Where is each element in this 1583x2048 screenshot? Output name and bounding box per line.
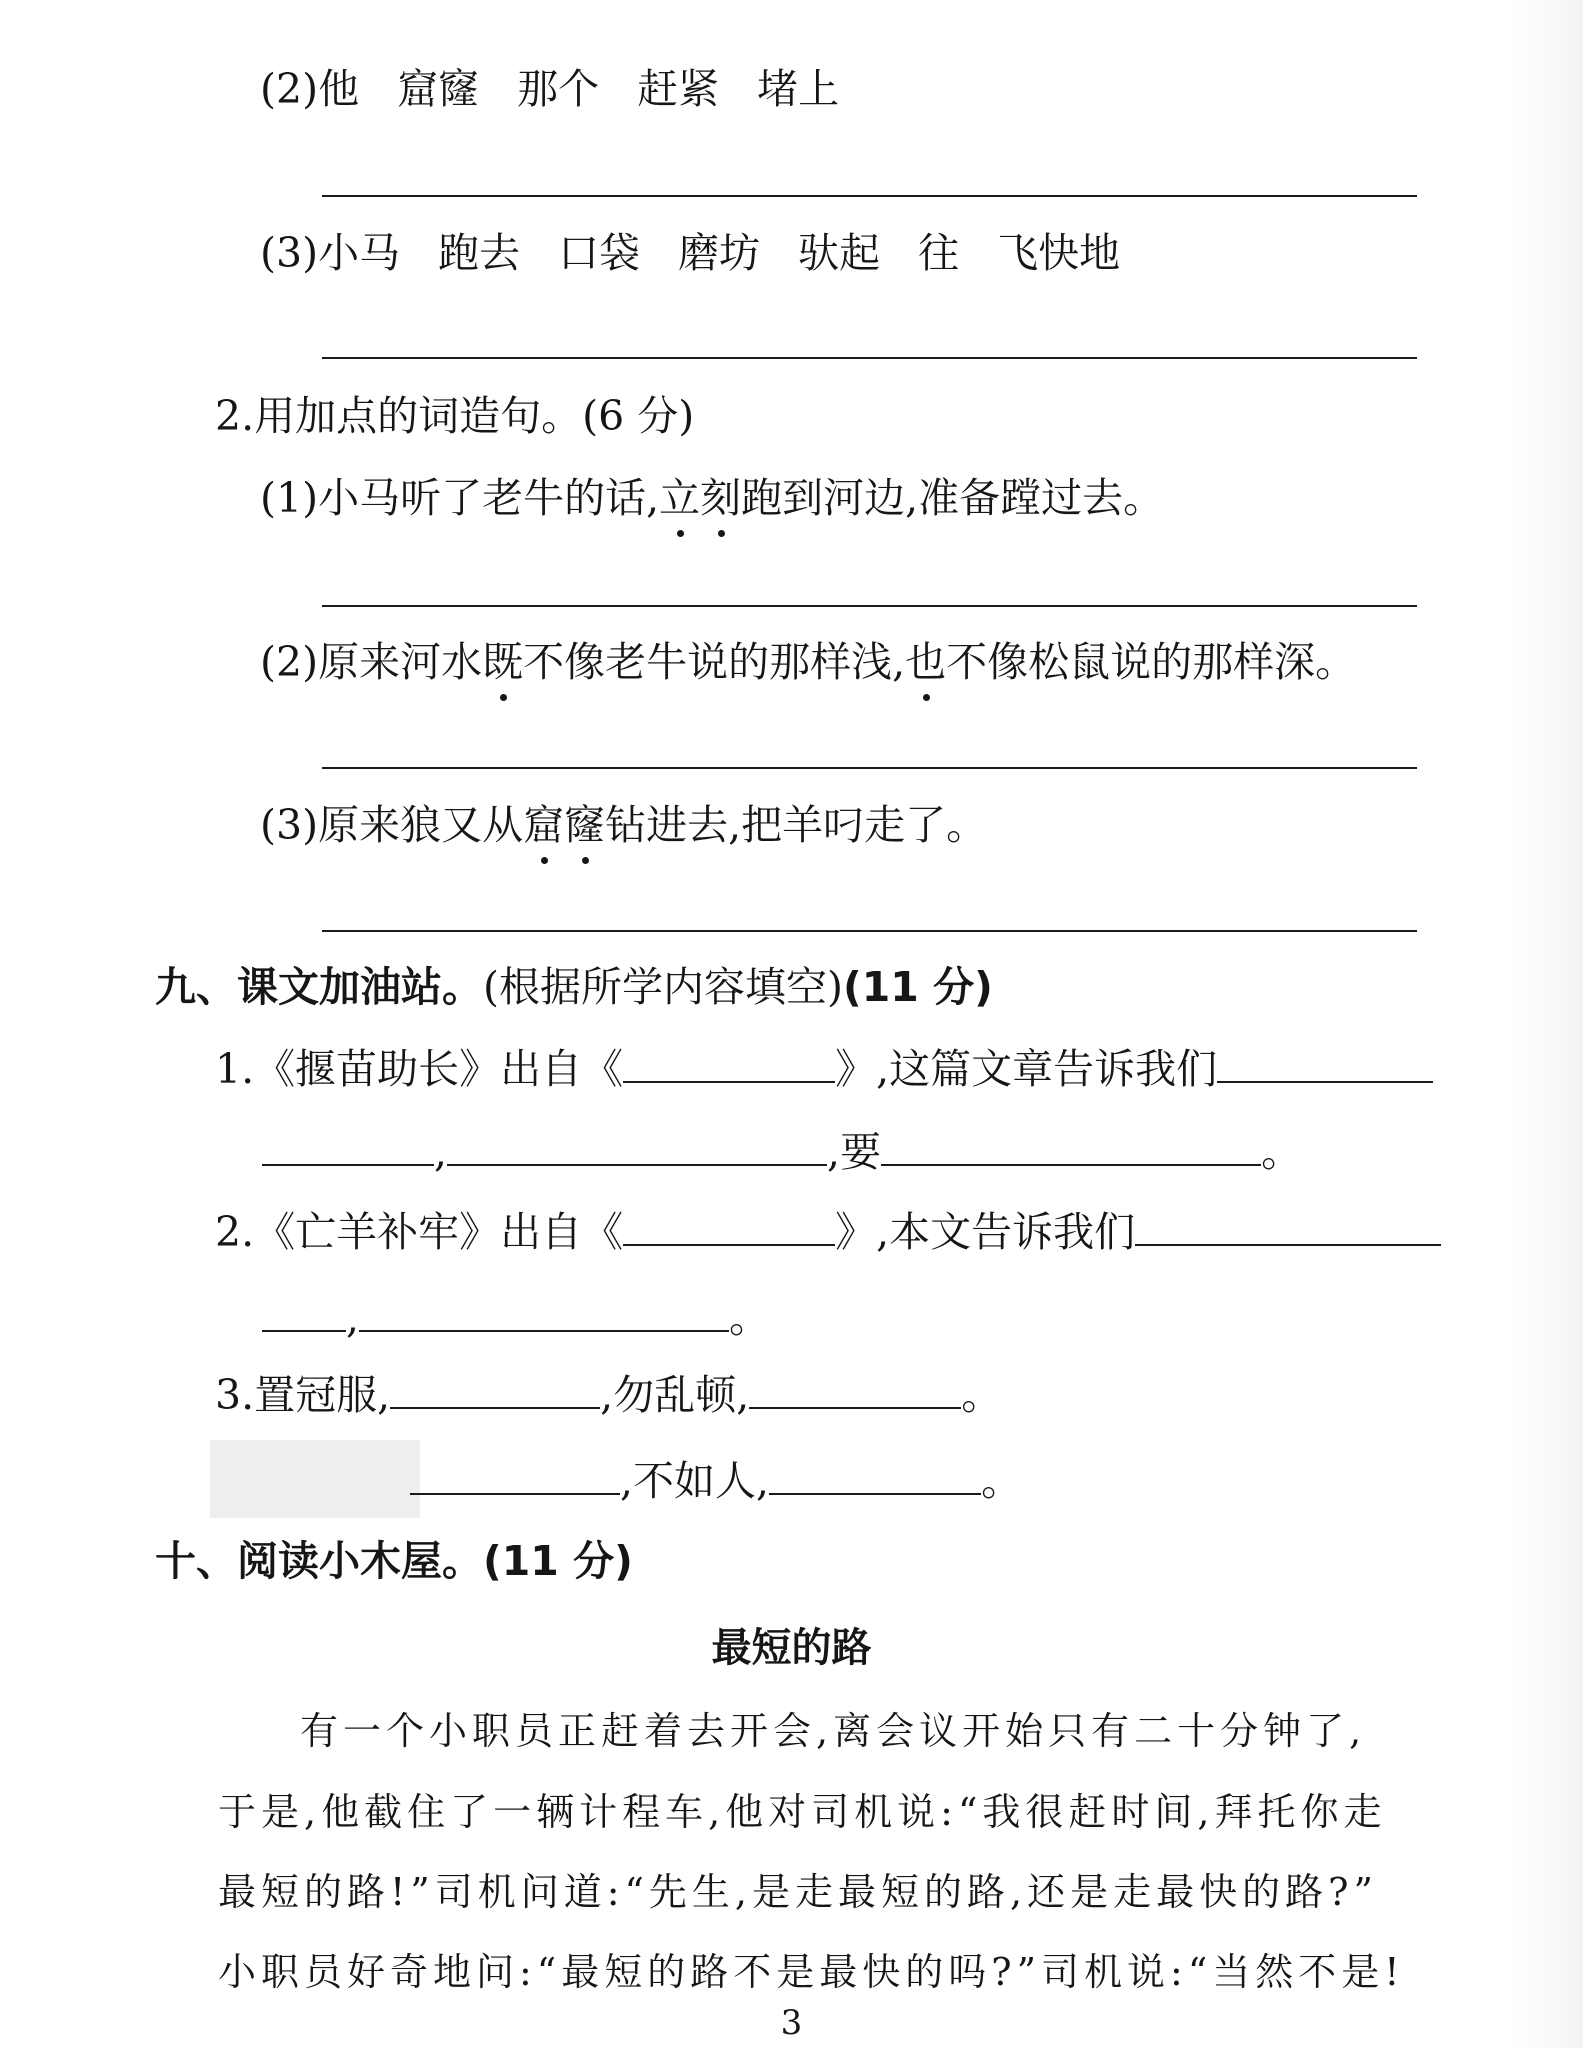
item-label: (3) bbox=[260, 801, 319, 849]
text: 小马听了老牛的话, bbox=[318, 474, 660, 522]
dotted-word: 立 bbox=[659, 474, 701, 522]
fill-blank[interactable] bbox=[623, 1210, 835, 1246]
story-title: 最短的路 bbox=[711, 1625, 872, 1671]
word: 口袋 bbox=[558, 229, 641, 277]
sentence-1 bbox=[260, 473, 1164, 523]
fill-question-1 bbox=[215, 1044, 1433, 1094]
heading-note: (根据所学内容填空) bbox=[483, 963, 843, 1011]
fill-blank[interactable] bbox=[447, 1130, 827, 1166]
item-label: (3) bbox=[260, 229, 319, 277]
text: 原来河水 bbox=[318, 638, 483, 686]
question-heading: 2.用加点的词造句。(6 分) bbox=[215, 392, 695, 440]
fill-blank[interactable] bbox=[749, 1373, 961, 1409]
fill-question-1-line-2 bbox=[262, 1127, 1302, 1177]
word: 他 bbox=[318, 65, 360, 113]
fill-blank[interactable] bbox=[1217, 1047, 1433, 1083]
story-line: 于是,他截住了一辆计程车,他对司机说:“我很赶时间,拜托你走 bbox=[218, 1790, 1387, 1834]
text: 。 bbox=[981, 1457, 1023, 1505]
text: 钻进去,把羊叼走了。 bbox=[605, 801, 988, 849]
answer-line[interactable] bbox=[322, 767, 1417, 769]
reorder-item-3 bbox=[260, 228, 1120, 278]
sentence-2 bbox=[260, 637, 1356, 687]
answer-line[interactable] bbox=[322, 930, 1417, 932]
text: 。 bbox=[1261, 1128, 1303, 1176]
text: 》,本文告诉我们 bbox=[835, 1208, 1136, 1256]
fill-question-3 bbox=[215, 1370, 1002, 1420]
text: , bbox=[434, 1128, 448, 1176]
word: 堵上 bbox=[757, 65, 840, 113]
text: 。 bbox=[729, 1294, 771, 1342]
fill-blank[interactable] bbox=[769, 1459, 981, 1495]
page-edge-shadow bbox=[1513, 0, 1583, 2048]
answer-line[interactable] bbox=[322, 195, 1417, 197]
word: 那个 bbox=[517, 65, 600, 113]
sentence-3 bbox=[260, 800, 987, 850]
text: 原来狼又从 bbox=[318, 801, 524, 849]
dotted-word: 刻 bbox=[700, 474, 742, 522]
dotted-word: 既 bbox=[482, 638, 524, 686]
story-line: 有一个小职员正赶着去开会,离会议开始只有二十分钟了, bbox=[300, 1709, 1367, 1753]
text: 跑到河边,准备蹚过去。 bbox=[741, 474, 1165, 522]
heading-text: 九、课文加油站。 bbox=[155, 963, 483, 1011]
fill-blank[interactable] bbox=[623, 1047, 835, 1083]
item-label: (2) bbox=[260, 638, 319, 686]
text: 不像松鼠说的那样深。 bbox=[946, 638, 1357, 686]
section-heading-10: 十、阅读小木屋。(11 分) bbox=[155, 1537, 633, 1585]
fill-blank[interactable] bbox=[1135, 1210, 1441, 1246]
text: 。 bbox=[961, 1371, 1003, 1419]
story-line: 最短的路!”司机问道:“先生,是走最短的路,还是走最快的路?” bbox=[218, 1870, 1378, 1914]
word: 小马 bbox=[318, 229, 401, 277]
text: ,要 bbox=[827, 1128, 882, 1176]
text: , bbox=[346, 1294, 360, 1342]
text: 1.《揠苗助长》出自《 bbox=[215, 1045, 624, 1093]
item-label: (1) bbox=[260, 474, 319, 522]
word: 驮起 bbox=[798, 229, 881, 277]
reorder-item-2 bbox=[260, 64, 839, 114]
fill-question-2 bbox=[215, 1207, 1441, 1257]
text: 2.《亡羊补牢》出自《 bbox=[215, 1208, 624, 1256]
word: 往 bbox=[918, 229, 960, 277]
dotted-word: 也 bbox=[905, 638, 947, 686]
scan-shade bbox=[210, 1440, 420, 1518]
text: ,勿乱顿, bbox=[600, 1371, 750, 1419]
dotted-word: 窿 bbox=[564, 801, 606, 849]
fill-blank[interactable] bbox=[390, 1373, 600, 1409]
text: 》,这篇文章告诉我们 bbox=[835, 1045, 1218, 1093]
fill-question-2-line-2 bbox=[262, 1293, 770, 1343]
fill-blank[interactable] bbox=[881, 1130, 1261, 1166]
answer-line[interactable] bbox=[322, 357, 1417, 359]
answer-line[interactable] bbox=[322, 605, 1417, 607]
word: 赶紧 bbox=[637, 65, 720, 113]
text: ,不如人, bbox=[620, 1457, 770, 1505]
word: 磨坊 bbox=[678, 229, 761, 277]
fill-blank[interactable] bbox=[359, 1296, 729, 1332]
word: 窟窿 bbox=[397, 65, 480, 113]
heading-score: (11 分) bbox=[843, 963, 993, 1011]
fill-blank[interactable] bbox=[410, 1459, 620, 1495]
text: 不像老牛说的那样浅, bbox=[523, 638, 906, 686]
text: 3.置冠服, bbox=[215, 1371, 391, 1419]
section-heading-9 bbox=[155, 962, 993, 1012]
page-number: 3 bbox=[780, 2003, 803, 2043]
fill-question-3-line-2 bbox=[410, 1456, 1022, 1506]
word: 跑去 bbox=[438, 229, 521, 277]
fill-blank[interactable] bbox=[262, 1296, 346, 1332]
dotted-word: 窟 bbox=[523, 801, 565, 849]
fill-blank[interactable] bbox=[262, 1130, 434, 1166]
item-label: (2) bbox=[260, 65, 319, 113]
story-line: 小职员好奇地问:“最短的路不是最快的吗?”司机说:“当然不是! bbox=[218, 1950, 1405, 1994]
word: 飞快地 bbox=[997, 229, 1121, 277]
